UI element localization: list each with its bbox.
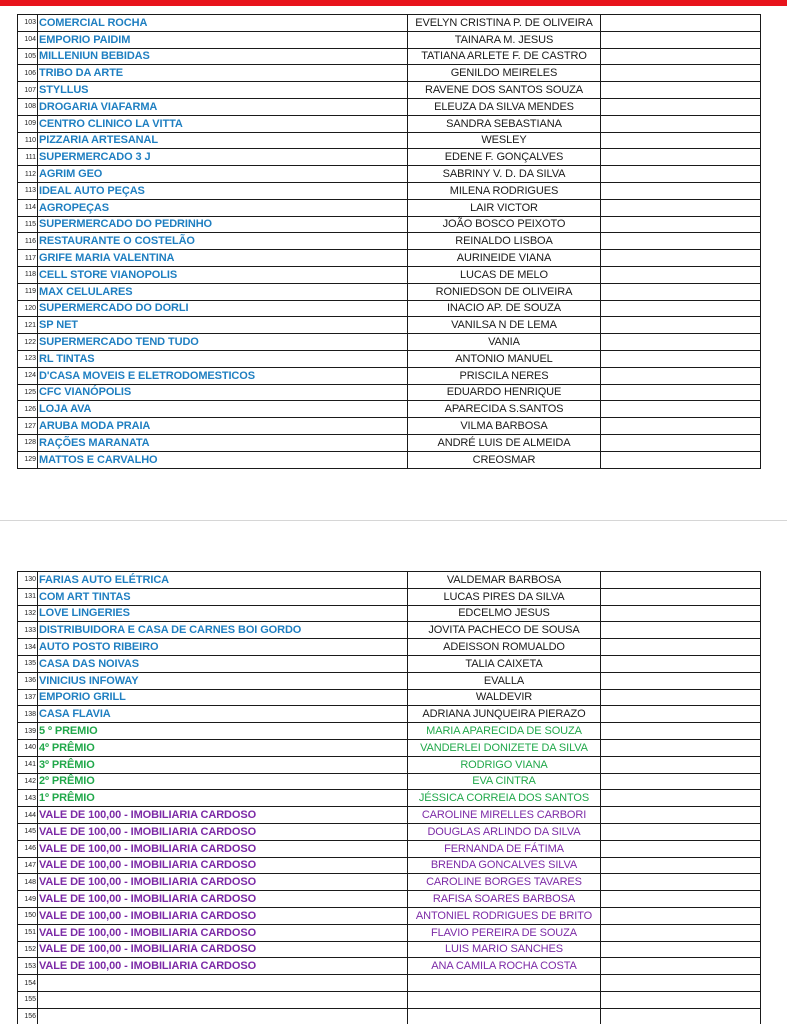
store-name: LOVE LINGERIES bbox=[38, 605, 408, 622]
table-row bbox=[18, 82, 761, 99]
table-row bbox=[18, 216, 761, 233]
table-row bbox=[18, 182, 761, 199]
row-number: 152 bbox=[18, 941, 38, 958]
winner-name: VANILSA N DE LEMA bbox=[408, 317, 601, 334]
winner-name: BRENDA GONCALVES SILVA bbox=[408, 857, 601, 874]
row-number: 122 bbox=[18, 334, 38, 351]
winner-name: VANIA bbox=[408, 334, 601, 351]
row-number: 154 bbox=[18, 975, 38, 992]
winner-name: ADRIANA JUNQUEIRA PIERAZO bbox=[408, 706, 601, 723]
row-number: 136 bbox=[18, 672, 38, 689]
page-separator bbox=[0, 520, 787, 521]
winner-name: SANDRA SEBASTIANA bbox=[408, 115, 601, 132]
row-number: 113 bbox=[18, 182, 38, 199]
winner-name: LUCAS DE MELO bbox=[408, 266, 601, 283]
table-row bbox=[18, 166, 761, 183]
table-row bbox=[18, 48, 761, 65]
empty-cell bbox=[601, 723, 761, 740]
empty-cell bbox=[601, 434, 761, 451]
row-number: 150 bbox=[18, 907, 38, 924]
row-number: 141 bbox=[18, 756, 38, 773]
empty-cell bbox=[601, 807, 761, 824]
row-number: 106 bbox=[18, 65, 38, 82]
empty-cell bbox=[601, 283, 761, 300]
empty-cell bbox=[601, 31, 761, 48]
store-name bbox=[38, 1008, 408, 1024]
row-number: 121 bbox=[18, 317, 38, 334]
winner-name: LAIR VICTOR bbox=[408, 199, 601, 216]
row-number: 118 bbox=[18, 266, 38, 283]
empty-cell bbox=[601, 317, 761, 334]
winner-name: RONIEDSON DE OLIVEIRA bbox=[408, 283, 601, 300]
store-name: SP NET bbox=[38, 317, 408, 334]
table-row bbox=[18, 723, 761, 740]
winner-name: ANTONIEL RODRIGUES DE BRITO bbox=[408, 907, 601, 924]
empty-cell bbox=[601, 115, 761, 132]
store-name: VINICIUS INFOWAY bbox=[38, 672, 408, 689]
empty-cell bbox=[601, 773, 761, 790]
empty-cell bbox=[601, 790, 761, 807]
empty-cell bbox=[601, 418, 761, 435]
row-number: 133 bbox=[18, 622, 38, 639]
table-row bbox=[18, 840, 761, 857]
row-number: 109 bbox=[18, 115, 38, 132]
empty-cell bbox=[601, 65, 761, 82]
table-row bbox=[18, 300, 761, 317]
table-row bbox=[18, 706, 761, 723]
empty-cell bbox=[601, 891, 761, 908]
empty-cell bbox=[601, 367, 761, 384]
empty-cell bbox=[601, 739, 761, 756]
store-name: IDEAL AUTO PEÇAS bbox=[38, 182, 408, 199]
winner-name: TALIA CAIXETA bbox=[408, 655, 601, 672]
store-name: DISTRIBUIDORA E CASA DE CARNES BOI GORDO bbox=[38, 622, 408, 639]
winner-name: EDUARDO HENRIQUE bbox=[408, 384, 601, 401]
store-name: VALE DE 100,00 - IMOBILIARIA CARDOSO bbox=[38, 958, 408, 975]
table-row bbox=[18, 132, 761, 149]
winner-name: ADEISSON ROMUALDO bbox=[408, 639, 601, 656]
store-name: AGRIM GEO bbox=[38, 166, 408, 183]
winner-name: CAROLINE MIRELLES CARBORI bbox=[408, 807, 601, 824]
row-number: 129 bbox=[18, 451, 38, 468]
row-number: 105 bbox=[18, 48, 38, 65]
row-number: 132 bbox=[18, 605, 38, 622]
row-number: 128 bbox=[18, 434, 38, 451]
table-row bbox=[18, 115, 761, 132]
store-name: MAX CELULARES bbox=[38, 283, 408, 300]
row-number: 143 bbox=[18, 790, 38, 807]
empty-cell bbox=[601, 924, 761, 941]
empty-cell bbox=[601, 350, 761, 367]
table-row bbox=[18, 418, 761, 435]
table-row bbox=[18, 149, 761, 166]
winner-name: APARECIDA S.SANTOS bbox=[408, 401, 601, 418]
store-name: VALE DE 100,00 - IMOBILIARIA CARDOSO bbox=[38, 874, 408, 891]
row-number: 139 bbox=[18, 723, 38, 740]
row-number: 137 bbox=[18, 689, 38, 706]
winner-name: ANA CAMILA ROCHA COSTA bbox=[408, 958, 601, 975]
store-name: RAÇÕES MARANATA bbox=[38, 434, 408, 451]
empty-cell bbox=[601, 149, 761, 166]
store-name: AUTO POSTO RIBEIRO bbox=[38, 639, 408, 656]
empty-cell bbox=[601, 451, 761, 468]
store-name: 4º PRÊMIO bbox=[38, 739, 408, 756]
table-row bbox=[18, 451, 761, 468]
winner-name: CAROLINE BORGES TAVARES bbox=[408, 874, 601, 891]
row-number: 103 bbox=[18, 15, 38, 32]
store-name: DROGARIA VIAFARMA bbox=[38, 98, 408, 115]
winner-name: JOÃO BOSCO PEIXOTO bbox=[408, 216, 601, 233]
winner-name: EDENE F. GONÇALVES bbox=[408, 149, 601, 166]
winner-name: EVALLA bbox=[408, 672, 601, 689]
winner-name: EVELYN CRISTINA P. DE OLIVEIRA bbox=[408, 15, 601, 32]
row-number: 119 bbox=[18, 283, 38, 300]
empty-cell bbox=[601, 384, 761, 401]
winner-name: TAINARA M. JESUS bbox=[408, 31, 601, 48]
winner-name: VALDEMAR BARBOSA bbox=[408, 572, 601, 589]
empty-cell bbox=[601, 756, 761, 773]
store-name: VALE DE 100,00 - IMOBILIARIA CARDOSO bbox=[38, 907, 408, 924]
winner-name: ELEUZA DA SILVA MENDES bbox=[408, 98, 601, 115]
empty-cell bbox=[601, 655, 761, 672]
table-row bbox=[18, 672, 761, 689]
table-row bbox=[18, 655, 761, 672]
table-row bbox=[18, 1008, 761, 1024]
table-row bbox=[18, 31, 761, 48]
winner-name: WESLEY bbox=[408, 132, 601, 149]
empty-cell bbox=[601, 266, 761, 283]
top-red-bar bbox=[0, 0, 787, 6]
table-row bbox=[18, 250, 761, 267]
table-row bbox=[18, 98, 761, 115]
store-name: FARIAS AUTO ELÉTRICA bbox=[38, 572, 408, 589]
winner-name: JÉSSICA CORREIA DOS SANTOS bbox=[408, 790, 601, 807]
row-number: 146 bbox=[18, 840, 38, 857]
winners-table-2 bbox=[17, 571, 761, 1024]
winner-name: EVA CINTRA bbox=[408, 773, 601, 790]
empty-cell bbox=[601, 216, 761, 233]
store-name: MILLENIUN BEBIDAS bbox=[38, 48, 408, 65]
row-number: 111 bbox=[18, 149, 38, 166]
row-number: 155 bbox=[18, 991, 38, 1008]
row-number: 140 bbox=[18, 739, 38, 756]
empty-cell bbox=[601, 132, 761, 149]
store-name: COMERCIAL ROCHA bbox=[38, 15, 408, 32]
winner-name: WALDEVIR bbox=[408, 689, 601, 706]
store-name: AGROPEÇAS bbox=[38, 199, 408, 216]
table-row bbox=[18, 991, 761, 1008]
table-row bbox=[18, 367, 761, 384]
store-name: VALE DE 100,00 - IMOBILIARIA CARDOSO bbox=[38, 891, 408, 908]
row-number: 104 bbox=[18, 31, 38, 48]
empty-cell bbox=[601, 689, 761, 706]
row-number: 108 bbox=[18, 98, 38, 115]
winner-name bbox=[408, 991, 601, 1008]
table-row bbox=[18, 233, 761, 250]
winner-name: AURINEIDE VIANA bbox=[408, 250, 601, 267]
row-number: 110 bbox=[18, 132, 38, 149]
empty-cell bbox=[601, 639, 761, 656]
empty-cell bbox=[601, 334, 761, 351]
store-name: VALE DE 100,00 - IMOBILIARIA CARDOSO bbox=[38, 924, 408, 941]
empty-cell bbox=[601, 588, 761, 605]
row-number: 130 bbox=[18, 572, 38, 589]
empty-cell bbox=[601, 401, 761, 418]
empty-cell bbox=[601, 250, 761, 267]
empty-cell bbox=[601, 840, 761, 857]
table-row bbox=[18, 807, 761, 824]
row-number: 127 bbox=[18, 418, 38, 435]
row-number: 117 bbox=[18, 250, 38, 267]
table-row bbox=[18, 639, 761, 656]
winner-name: ANTONIO MANUEL bbox=[408, 350, 601, 367]
store-name: VALE DE 100,00 - IMOBILIARIA CARDOSO bbox=[38, 840, 408, 857]
winner-name: LUIS MARIO SANCHES bbox=[408, 941, 601, 958]
row-number: 112 bbox=[18, 166, 38, 183]
empty-cell bbox=[601, 958, 761, 975]
winner-name bbox=[408, 1008, 601, 1024]
row-number: 151 bbox=[18, 924, 38, 941]
store-name: CASA DAS NOIVAS bbox=[38, 655, 408, 672]
empty-cell bbox=[601, 672, 761, 689]
table-row bbox=[18, 756, 761, 773]
table-row bbox=[18, 283, 761, 300]
store-name: CASA FLAVIA bbox=[38, 706, 408, 723]
row-number: 135 bbox=[18, 655, 38, 672]
empty-cell bbox=[601, 857, 761, 874]
empty-cell bbox=[601, 622, 761, 639]
row-number: 107 bbox=[18, 82, 38, 99]
row-number: 148 bbox=[18, 874, 38, 891]
table-row bbox=[18, 199, 761, 216]
winner-name: TATIANA ARLETE F. DE CASTRO bbox=[408, 48, 601, 65]
empty-cell bbox=[601, 975, 761, 992]
row-number: 147 bbox=[18, 857, 38, 874]
table-row bbox=[18, 266, 761, 283]
row-number: 144 bbox=[18, 807, 38, 824]
store-name bbox=[38, 991, 408, 1008]
table-row bbox=[18, 941, 761, 958]
table-row bbox=[18, 790, 761, 807]
row-number: 116 bbox=[18, 233, 38, 250]
table-row bbox=[18, 434, 761, 451]
row-number: 134 bbox=[18, 639, 38, 656]
row-number: 114 bbox=[18, 199, 38, 216]
empty-cell bbox=[601, 706, 761, 723]
empty-cell bbox=[601, 300, 761, 317]
empty-cell bbox=[601, 941, 761, 958]
winner-name: CREOSMAR bbox=[408, 451, 601, 468]
row-number: 124 bbox=[18, 367, 38, 384]
table-row bbox=[18, 874, 761, 891]
table-row bbox=[18, 857, 761, 874]
table-row bbox=[18, 739, 761, 756]
store-name: PIZZARIA ARTESANAL bbox=[38, 132, 408, 149]
winner-name: LUCAS PIRES DA SILVA bbox=[408, 588, 601, 605]
winner-name: GENILDO MEIRELES bbox=[408, 65, 601, 82]
row-number: 115 bbox=[18, 216, 38, 233]
winner-name: FLAVIO PEREIRA DE SOUZA bbox=[408, 924, 601, 941]
row-number: 142 bbox=[18, 773, 38, 790]
winner-name: MILENA RODRIGUES bbox=[408, 182, 601, 199]
winner-name: VILMA BARBOSA bbox=[408, 418, 601, 435]
empty-cell bbox=[601, 823, 761, 840]
store-name: STYLLUS bbox=[38, 82, 408, 99]
table-row bbox=[18, 15, 761, 32]
store-name: 1º PRÊMIO bbox=[38, 790, 408, 807]
table-row bbox=[18, 622, 761, 639]
winner-name: FERNANDA DE FÁTIMA bbox=[408, 840, 601, 857]
empty-cell bbox=[601, 199, 761, 216]
store-name: CELL STORE VIANOPOLIS bbox=[38, 266, 408, 283]
store-name: 2º PRÊMIO bbox=[38, 773, 408, 790]
store-name: VALE DE 100,00 - IMOBILIARIA CARDOSO bbox=[38, 807, 408, 824]
winner-name: VANDERLEI DONIZETE DA SILVA bbox=[408, 739, 601, 756]
table-row bbox=[18, 773, 761, 790]
store-name: SUPERMERCADO DO PEDRINHO bbox=[38, 216, 408, 233]
row-number: 131 bbox=[18, 588, 38, 605]
empty-cell bbox=[601, 15, 761, 32]
winner-name: RODRIGO VIANA bbox=[408, 756, 601, 773]
winner-name: RAFISA SOARES BARBOSA bbox=[408, 891, 601, 908]
store-name: CFC VIANÓPOLIS bbox=[38, 384, 408, 401]
empty-cell bbox=[601, 605, 761, 622]
empty-cell bbox=[601, 907, 761, 924]
winner-name bbox=[408, 975, 601, 992]
store-name: ARUBA MODA PRAIA bbox=[38, 418, 408, 435]
empty-cell bbox=[601, 98, 761, 115]
table-row bbox=[18, 317, 761, 334]
store-name: SUPERMERCADO DO DORLI bbox=[38, 300, 408, 317]
store-name: 5 º PREMIO bbox=[38, 723, 408, 740]
empty-cell bbox=[601, 1008, 761, 1024]
row-number: 123 bbox=[18, 350, 38, 367]
winner-name: RAVENE DOS SANTOS SOUZA bbox=[408, 82, 601, 99]
empty-cell bbox=[601, 572, 761, 589]
table-row bbox=[18, 384, 761, 401]
winner-name: SABRINY V. D. DA SILVA bbox=[408, 166, 601, 183]
store-name: VALE DE 100,00 - IMOBILIARIA CARDOSO bbox=[38, 941, 408, 958]
store-name: EMPORIO PAIDIM bbox=[38, 31, 408, 48]
store-name: COM ART TINTAS bbox=[38, 588, 408, 605]
winner-name: REINALDO LISBOA bbox=[408, 233, 601, 250]
store-name bbox=[38, 975, 408, 992]
store-name: 3º PRÊMIO bbox=[38, 756, 408, 773]
empty-cell bbox=[601, 991, 761, 1008]
empty-cell bbox=[601, 874, 761, 891]
winner-name: MARIA APARECIDA DE SOUZA bbox=[408, 723, 601, 740]
store-name: CENTRO CLINICO LA VITTA bbox=[38, 115, 408, 132]
table-row bbox=[18, 401, 761, 418]
store-name: RESTAURANTE O COSTELÃO bbox=[38, 233, 408, 250]
store-name: D'CASA MOVEIS E ELETRODOMESTICOS bbox=[38, 367, 408, 384]
empty-cell bbox=[601, 82, 761, 99]
table-row bbox=[18, 823, 761, 840]
row-number: 149 bbox=[18, 891, 38, 908]
winner-name: DOUGLAS ARLINDO DA SILVA bbox=[408, 823, 601, 840]
row-number: 153 bbox=[18, 958, 38, 975]
store-name: SUPERMERCADO TEND TUDO bbox=[38, 334, 408, 351]
store-name: GRIFE MARIA VALENTINA bbox=[38, 250, 408, 267]
winner-name: ANDRÉ LUIS DE ALMEIDA bbox=[408, 434, 601, 451]
table-row bbox=[18, 334, 761, 351]
winner-name: PRISCILA NERES bbox=[408, 367, 601, 384]
row-number: 156 bbox=[18, 1008, 38, 1024]
store-name: MATTOS E CARVALHO bbox=[38, 451, 408, 468]
store-name: VALE DE 100,00 - IMOBILIARIA CARDOSO bbox=[38, 857, 408, 874]
table-row bbox=[18, 572, 761, 589]
row-number: 126 bbox=[18, 401, 38, 418]
winner-name: EDCELMO JESUS bbox=[408, 605, 601, 622]
empty-cell bbox=[601, 48, 761, 65]
empty-cell bbox=[601, 233, 761, 250]
store-name: SUPERMERCADO 3 J bbox=[38, 149, 408, 166]
row-number: 145 bbox=[18, 823, 38, 840]
table-row bbox=[18, 924, 761, 941]
row-number: 120 bbox=[18, 300, 38, 317]
winner-name: INACIO AP. DE SOUZA bbox=[408, 300, 601, 317]
row-number: 138 bbox=[18, 706, 38, 723]
empty-cell bbox=[601, 166, 761, 183]
store-name: VALE DE 100,00 - IMOBILIARIA CARDOSO bbox=[38, 823, 408, 840]
table-row bbox=[18, 65, 761, 82]
store-name: RL TINTAS bbox=[38, 350, 408, 367]
store-name: LOJA AVA bbox=[38, 401, 408, 418]
store-name: TRIBO DA ARTE bbox=[38, 65, 408, 82]
store-name: EMPORIO GRILL bbox=[38, 689, 408, 706]
table-row bbox=[18, 350, 761, 367]
table-row bbox=[18, 958, 761, 975]
winners-table-1 bbox=[17, 14, 761, 469]
table-row bbox=[18, 689, 761, 706]
winner-name: JOVITA PACHECO DE SOUSA bbox=[408, 622, 601, 639]
table-row bbox=[18, 907, 761, 924]
table-row bbox=[18, 891, 761, 908]
table-row bbox=[18, 605, 761, 622]
table-row bbox=[18, 975, 761, 992]
empty-cell bbox=[601, 182, 761, 199]
table-row bbox=[18, 588, 761, 605]
row-number: 125 bbox=[18, 384, 38, 401]
